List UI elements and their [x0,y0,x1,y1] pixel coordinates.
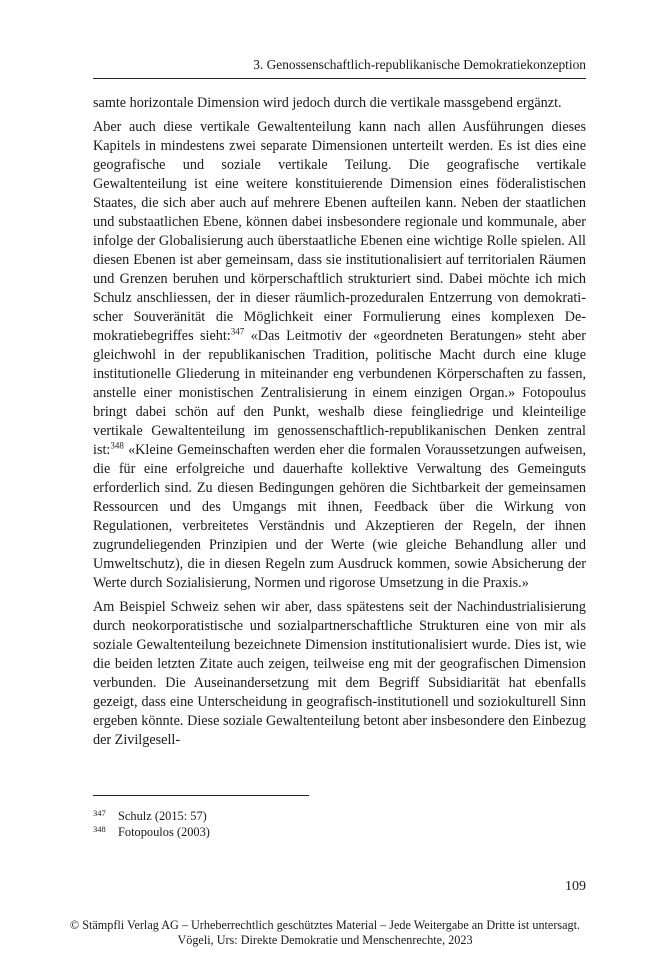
footnote-number: 347 [93,808,106,818]
paragraph-2-part-c: «Kleine Gemeinschaften werden eher die formalen Voraussetzungen aufweisen, die für eine erfolgreiche und dauerhafte kollektive Verwaltung des Gemeinguts erforderlich sind. Zu diesen Bedingungen gehören die Sichtbarkeit der gemeinsamen Ressourcen und des Umgangs mit ihnen, Feedback über die Wirkung von Regulationen, verbreitetes Verständnis und Akzeptieren der Regeln, der ihnen zugrundeliegenden Prinzipien und der Werte (wie gleiche Behandlung aller und Umweltschutz), die in diesen Regeln zum Ausdruck kommen, sowie Absicherung der Werte durch Sozialisierung, Normen und rigorose Umsetzung in die Praxis.» [93,442,586,591]
footnote-ref-347: 347 [230,326,245,337]
page-number: 109 [565,879,586,894]
paragraph-2-part-b: «Das Leitmotiv der «geordneten Beratungen» steht aber gleichwohl in der republikanischen Tradition, politische Macht durch eine kluge institutionelle Gliederung in miteinander eng verbundenen Körperschaften zu fassen, anstelle einer monistischen Zentralisierung in einem einzigen Organ.» Fotopoulus bringt dabei schön auf den Punkt, weshalb diese feingliedrige und kleinteilige vertikale Gewaltenteilung im genossenschaftlich-republikanischen Denken zentral ist: [93,328,586,458]
footnotes [93,808,210,840]
running-header: 3. Genossenschaftlich-republikanische Demokratiekonzeption [93,56,586,79]
paragraph-3: Am Beispiel Schweiz sehen wir aber, dass spätestens seit der Nachindustrialisierung durch neokorporatistische und sozialpartnerschaftliche Strukturen eine von mir als soziale Gewaltenteilung bezeichnete Dimension institutionalisiert wurde. Dies ist, wie die beiden letzten Zitate auch zeigen, teilweise eng mit der geografischen Dimension verbunden. Die Auseinandersetzung mit dem Begriff Subsidiarität hat ebenfalls gezeigt, dass eine Unterscheidung in geografisch-institutionell und soziokulturell Sinn ergeben könnte. Diese soziale Gewaltenteilung betont aber insbesondere den Einbezug der Zivilgesell- [93,599,586,748]
body-text [93,94,586,755]
footnote-number: 348 [93,824,106,834]
copyright-line: © Stämpfli Verlag AG – Urheberrechtlich geschütztes Material – Jede Weitergabe an Dritte ist untersagt. [69,918,581,932]
paragraph-1: samte horizontale Dimension wird jedoch durch die vertikale massgebend ergänzt. [93,95,562,111]
footnote-ref-348: 348 [110,440,124,451]
footnote-348 [93,824,210,840]
paragraph-2-part-a: Aber auch diese vertikale Gewaltenteilung kann nach allen Ausführungen dieses Kapitels in mindestens zwei separate Dimensionen unterteilt werden. Es ist dies eine geografische und soziale vertikale Teilung. Die geografische vertikale Gewaltenteilung ist eine weitere konstituierende Dimension eines föderalistischen Staates, die sich aber auch auf mehrere Ebenen aufteilen kann. Neben der staatlichen und substaatlichen Ebene, können dabei insbesondere regionale und kommunale, aber infolge der Globalisierung auch überstaatliche Ebenen eine wichtige Rolle spielen. All diesen Ebenen ist aber gemeinsam, dass sie institutionalisiert auf territorialen Räumen und Grenzen beruhen und körperschaftlich strukturiert sind. Dabei möchte ich mich Schulz anschliessen, der in dieser räumlich-prozeduralen Entzerrung von demokratischer Souveränität die Möglichkeit einer Formulierung eines komplexen Demokratiebegriffes sieht: [93,119,586,344]
paragraph-2 [93,118,586,593]
footnote-text: Schulz (2015: 57) [118,809,207,823]
footnote-separator [93,795,309,796]
citation-line: Vögeli, Urs: Direkte Demokratie und Menschenrechte, 2023 [177,933,473,947]
footnote-text: Fotopoulos (2003) [118,825,210,839]
copyright-footer [0,918,650,948]
